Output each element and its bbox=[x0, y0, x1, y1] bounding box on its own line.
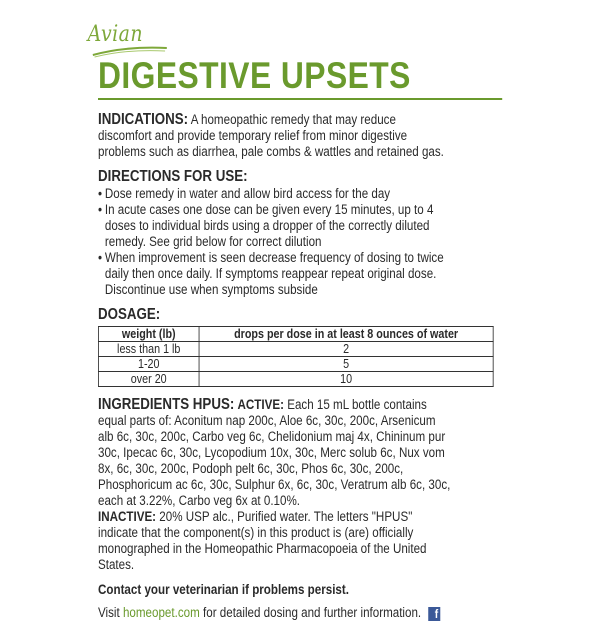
brand-logo bbox=[87, 22, 451, 64]
visit-prefix: Visit bbox=[98, 605, 120, 620]
page-title: DIGESTIVE UPSETS bbox=[98, 55, 411, 96]
inactive-text: 20% USP alc., Purified water. The letters "HPUS" indicate that the component(s) in this product is (are) officially monographed in the Homeopathic Pharmacopoeia of the United States. bbox=[98, 509, 427, 572]
table-cell: 1-20 bbox=[98, 357, 199, 372]
title-divider bbox=[98, 98, 502, 100]
indications-heading: INDICATIONS: bbox=[98, 111, 189, 128]
inactive-label: INACTIVE: bbox=[98, 509, 157, 524]
visit-line bbox=[98, 605, 451, 621]
product-label bbox=[87, 22, 459, 621]
list-item: • In acute cases one dose can be given every 15 minutes, up to 4 doses to individual birds using a dropper of the correctly diluted remedy. See grid below for correct dilution bbox=[98, 202, 451, 250]
table-row bbox=[98, 342, 493, 357]
directions-list bbox=[98, 186, 451, 298]
table-cell: over 20 bbox=[98, 372, 199, 387]
list-item: • Dose remedy in water and allow bird access for the day bbox=[98, 186, 451, 202]
active-label: ACTIVE: bbox=[237, 397, 284, 412]
dosage-heading: DOSAGE: bbox=[98, 306, 161, 323]
table-row bbox=[98, 372, 493, 387]
contact-note: Contact your veterinarian if problems persist. bbox=[98, 582, 349, 597]
homeopet-link[interactable]: homeopet.com bbox=[122, 605, 200, 620]
directions-heading: DIRECTIONS FOR USE: bbox=[98, 168, 248, 185]
brand-swoosh-icon bbox=[91, 44, 168, 58]
table-cell: 10 bbox=[199, 372, 493, 387]
ingredients-heading: INGREDIENTS HPUS: bbox=[98, 396, 235, 413]
table-cell: 5 bbox=[199, 357, 493, 372]
brand-name: Avian bbox=[87, 22, 143, 47]
column-header: weight (lb) bbox=[98, 327, 199, 342]
indications-text: A homeopathic remedy that may reduce discomfort and provide temporary relief from minor digestive problems such as diarrhea, pale combs & wattles and retained gas. bbox=[98, 112, 444, 159]
table-row bbox=[98, 357, 493, 372]
ingredients-section bbox=[98, 397, 451, 573]
dosage-table bbox=[98, 326, 494, 387]
indications-section bbox=[98, 112, 451, 160]
active-text: Each 15 mL bottle contains equal parts of: Aconitum nap 200c, Aloe 6c, 30c, 200c, Arsenicum alb 6c, 30c, 200c, Carbo veg 6c, Chelidonium maj 4x, Chininum pur 30c, Ipecac 6c, 30c, Lycopodium 10x, 30c, Merc solub 6c, Nux vom 8x, 6c, 30c, 200c, Podoph pelt 6c, 30c, Phos 6c, 30c, 200c, Phosphoricum ac 6c, 30c, Sulphur 6x, 6c, 30c, Veratrum alb 6c, 30c, each at 3.22%, Carbo veg 6x at 0.10%. bbox=[98, 397, 451, 508]
directions-section bbox=[98, 168, 451, 298]
visit-suffix: for detailed dosing and further information. bbox=[203, 605, 422, 620]
facebook-icon[interactable]: f bbox=[428, 607, 440, 621]
column-header: drops per dose in at least 8 ounces of water bbox=[199, 327, 493, 342]
table-header-row bbox=[98, 327, 493, 342]
table-cell: less than 1 lb bbox=[98, 342, 199, 357]
table-cell: 2 bbox=[199, 342, 493, 357]
list-item: • When improvement is seen decrease frequency of dosing to twice daily then once daily. If symptoms reappear repeat original dose. Discontinue use when symptoms subside bbox=[98, 250, 451, 298]
